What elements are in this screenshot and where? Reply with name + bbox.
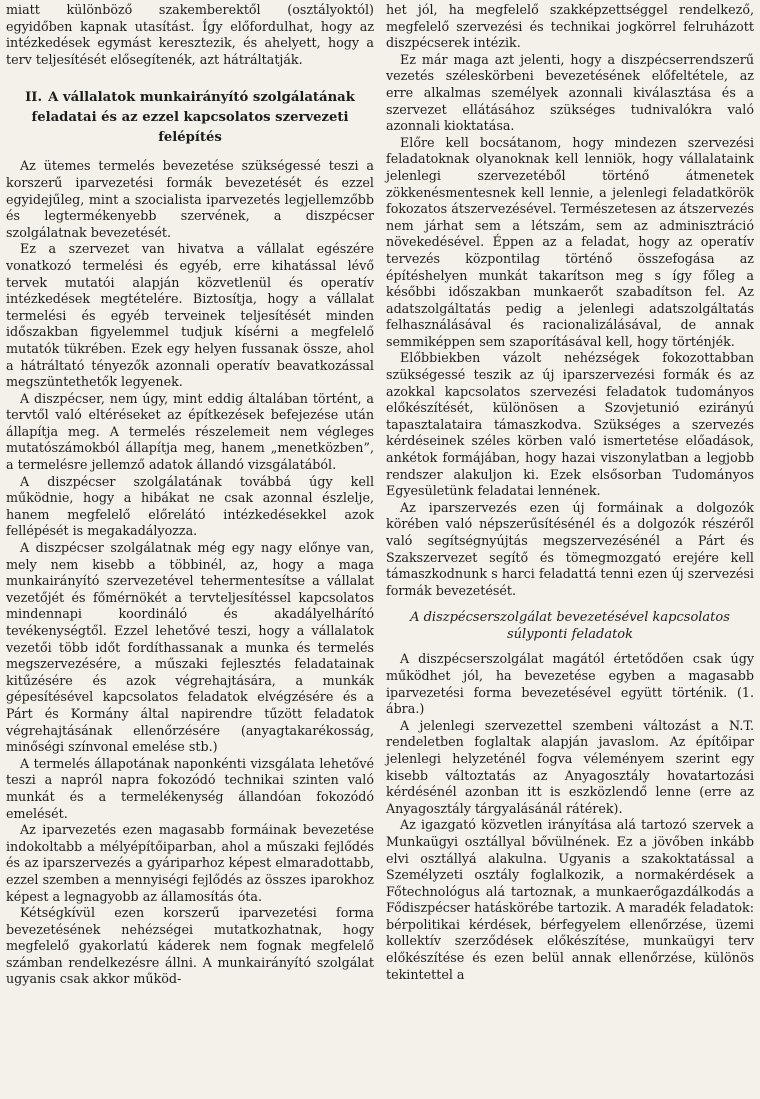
paragraph: Kétségkívül ezen korszerű iparvezetési forma bevezetésének nehézségei mutatkozhatnak, hogy megfelelő gyakorlatú káderek nem fognak megfelelő számban rendelkezésre állni. A munkairányító szolgálat ugyanis csak akkor működ- [6, 905, 374, 987]
paragraph: A diszpécser szolgálatnak még egy nagy előnye van, mely nem kisebb a többinél, az, hogy a maga munkairányító szervezetével tehermentesítse a vállalat vezetőjét és főmérnökét a tervteljesítéssel kapcsolatos mindennapi koordináló és akadályelhárító tevékenységtől. Ezzel lehetővé teszi, hogy a vállalatok vezetői több időt fordíthassanak a munka és termelés megszervezésére, a műszaki fejlesztés feladatainak kitűzésére és azok végrehajtására, a munkák gépesítésével kapcsolatos feladatok elvégzésére és a Párt és Kormány által napirendre tűzött feladatok végrehajtásának ellenőrzésére (anyagtakarékosság, minőségi színvonal emelése stb.) [6, 540, 374, 755]
paragraph: Ez már maga azt jelenti, hogy a diszpécserrendszerű vezetés széleskörbeni bevezetésének előfeltétele, az erre alkalmas személyek azonnali kiválasztása és a szervezet ellátásához szükséges tudnivalókra való azonnali kioktatása. [386, 51, 754, 134]
paragraph: A diszpécser szolgálatának továbbá úgy kell működnie, hogy a hibákat ne csak azonnal észlelje, hanem megfelelő előrelátó intézkedésekkel azok fellépését is megakadályozza. [6, 473, 374, 539]
section-heading [6, 88, 374, 148]
section-title: A vállalatok munkairányító szolgálatának feladatai és az ezzel kapcsolatos szervezeti felépítés [31, 90, 355, 146]
paragraph: Az igazgató közvetlen irányítása alá tartozó szervek a Munkaügyi osztállyal bővülnének. Ez a jövőben inkább elvi osztállyá alakulna. Ugyanis a szakoktatással a Személyzeti osztály foglalkozik, a normakérdések a Főtechnológus alá tartoznak, a munkaerőgazdálkodás a Fődiszpécser hatáskörébe tartozik. A maradék feladatok: bérpolitikai kérdések, bérfegyelem ellenőrzése, üzemi kollektív szerződések előkészítése, munkaügyi terv előkészítése és ezen belül annak ellenőrzése, különös tekintettel a [386, 817, 754, 982]
right-column [386, 2, 754, 1099]
paragraph: A diszpécser, nem úgy, mint eddig általában történt, a tervtől való eltéréseket az építkezések befejezése után állapítja meg. A termelés részelemeit nem végleges mutatószámokból állapítja meg, hanem „menetközben”, a termelésre jellemző adatok állandó vizsgálatából. [6, 390, 374, 473]
paragraph: A diszpécserszolgálat magától értetődően csak úgy működhet jól, ha bevezetése egyben a magasabb iparvezetési forma bevezetésével együtt történik. (1. ábra.) [386, 651, 754, 717]
paragraph: Ez a szervezet van hivatva a vállalat egészére vonatkozó termelési és egyéb, erre kihatással lévő tervek mutatói alapján közvetlenül és operatív intézkedések megtételére. Biztosítja, hogy a vállalat termelési és egyéb terveinek teljesítését minden időszakban figyelemmel tudjuk kísérni a megfelelő mutatók tükrében. Ezek egy helyen fussanak össze, ahol a hátráltató tényezők azonnali operatív beavatkozással megszüntethetők legyenek. [6, 241, 374, 390]
paragraph: Előbbiekben vázolt nehézségek fokozottabban szükségessé teszik az új iparszervezési formák és az azokkal kapcsolatos szervezési feladatok tudományos előkészítését, különösen a Szovjetunió ezirányú tapasztalataira támaszkodva. Szükséges a szervezés kérdéseinek széles körben való ismertetése előadások, ankétok formájában, hogy hazai viszonylatban a legjobb rendszer alakuljon ki. Ezek elsősorban Tudományos Egyesületünk feladatai lennének. [386, 350, 754, 499]
paragraph: Előre kell bocsátanom, hogy mindezen szervezési feladatoknak olyanoknak kell lenniök, hogy vállalataink jelenlegi szervezetéből történő átmenetek zökkenésmentesnek kell lennie, a jelenlegi feladatkörök fokozatos átszervezésével. Természetesen az átszervezés nem járhat sem a létszám, sem az adminisztráció növekedésével. Éppen az a feladat, hogy az operatív tervezés központilag történő összefogása az építéshelyen munkát takarítson meg s így főleg a későbbi időszakban munkaerőt szabadítson fel. Az adatszolgáltatás pedig a jelenlegi adatszolgáltatás felhasználásával és racionalizálásával, de annak semmiképpen sem szaporításával kell, hogy történjék. [386, 134, 754, 349]
paragraph: A termelés állapotának naponkénti vizsgálata lehetővé teszi a napról napra fokozódó technikai szinten való munkát és a termelékenység állandóan fokozódó emelését. [6, 755, 374, 821]
paragraph-continued: miatt különböző szakemberektől (osztályoktól) egyidőben kapnak utasítást. Így előfordulhat, hogy az intézkedések egymást keresztezik, és ahelyett, hogy a terv teljesítését elősegítenék, azt hátráltatják. [6, 2, 374, 67]
subsection-heading: A diszpécserszolgálat bevezetésével kapcsolatos súlyponti feladatok [410, 610, 730, 643]
paragraph: Az ütemes termelés bevezetése szükségessé teszi a korszerű iparvezetési formák bevezetését és ezzel egyidejűleg, mint a szocialista iparvezetés legjellemzőbb és legtermékenyebb szervének, a diszpécser szolgálatnak bevezetését. [6, 158, 374, 240]
paragraph-continued: het jól, ha megfelelő szakképzettséggel rendelkező, megfelelő szervezési és technikai jogkörrel felruházott diszpécserek intézik. [386, 2, 754, 51]
section-number: II. [25, 90, 43, 106]
paragraph: Az iparvezetés ezen magasabb formáinak bevezetése indokoltabb a mélyépítőiparban, ahol a műszaki fejlődés és az iparszervezés a gyáriparhoz képest elmaradottabb, ezzel szemben a mennyiségi fejlődés az összes iparokhoz képest a legnagyobb az államosítás óta. [6, 822, 374, 904]
paragraph: Az iparszervezés ezen új formáinak a dolgozók körében való népszerűsítésénél és a dolgozók részéről való segítségnyújtás megszervezésénél a Párt és Szakszervezet segítő és tömegmozgató erejére kell támaszkodnunk s harci feladattá tenni ezen új szervezési formák bevezetését. [386, 499, 754, 598]
paragraph: A jelenlegi szervezettel szembeni változást a N.T. rendeletben foglaltak alapján javaslom. Az építőipar jelenlegi helyzeténél fogva véleményem szerint egy kisebb változtatás az Anyagosztály hovatartozási kérdésénél azonban itt is eszközlendő lenne (erre az Anyagosztály tárgyalásánál rátérek). [386, 717, 754, 816]
left-column [6, 2, 374, 1099]
